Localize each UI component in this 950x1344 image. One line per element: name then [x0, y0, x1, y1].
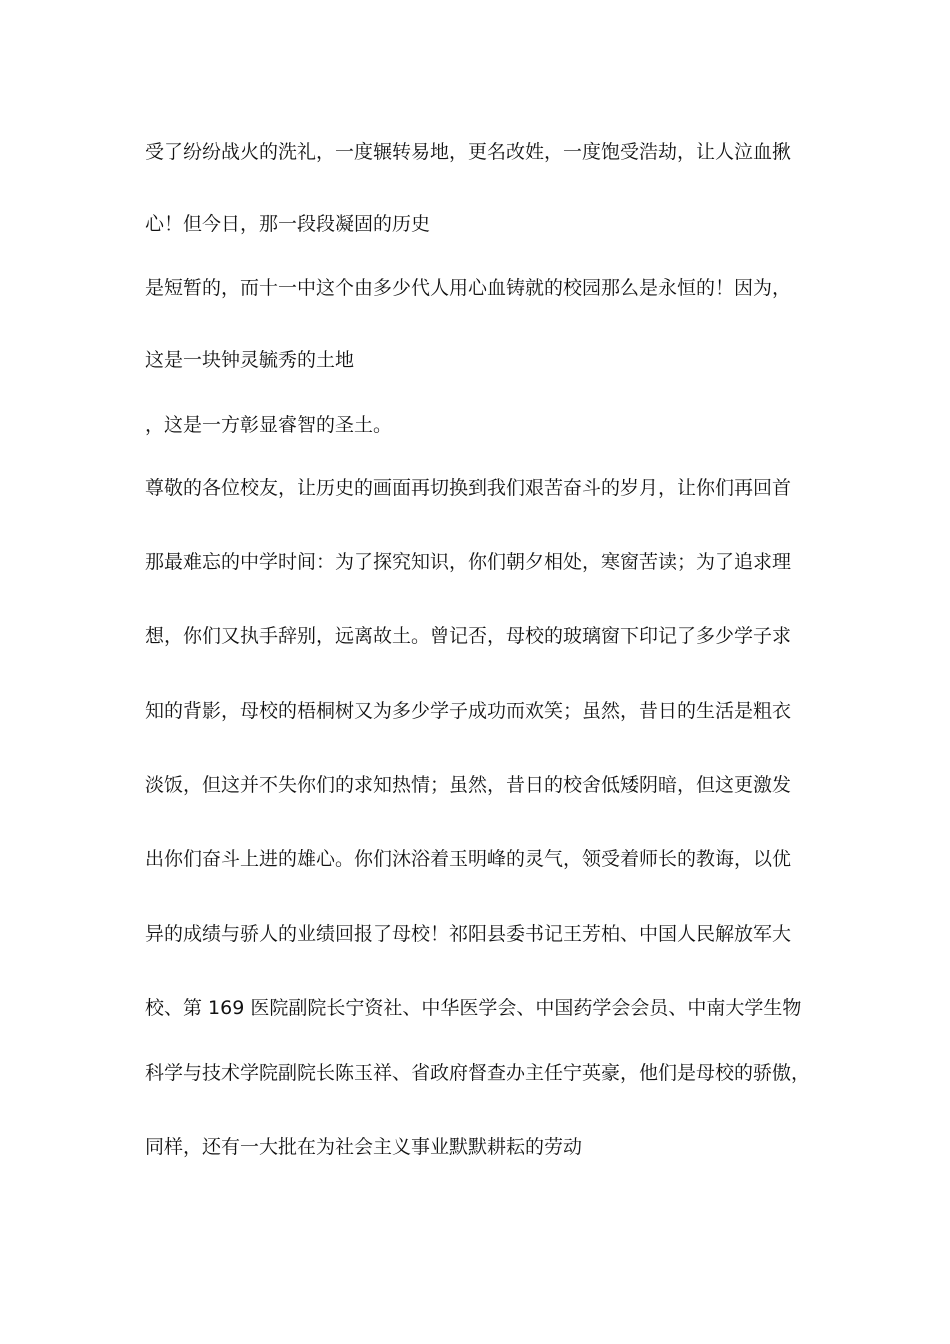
paragraph-line: 校、第 169 医院副院长宁资社、中华医学会、中国药学会会员、中南大学生物: [145, 997, 802, 1019]
paragraph-line: 知的背影，母校的梧桐树又为多少学子成功而欢笑；虽然，昔日的生活是粗衣: [145, 700, 792, 722]
paragraph-line: 淡饭，但这并不失你们的求知热情；虽然，昔日的校舍低矮阴暗，但这更激发: [145, 774, 792, 796]
paragraph-line: ，这是一方彰显睿智的圣土。: [145, 414, 393, 436]
paragraph-line: 异的成绩与骄人的业绩回报了母校！祁阳县委书记王芳柏、中国人民解放军大: [145, 923, 792, 945]
paragraph-line: 尊敬的各位校友，让历史的画面再切换到我们艰苦奋斗的岁月，让你们再回首: [145, 477, 792, 499]
paragraph-line: 这是一块钟灵毓秀的土地: [145, 349, 355, 371]
paragraph-line: 科学与技术学院副院长陈玉祥、省政府督查办主任宁英豪，他们是母校的骄傲，: [145, 1062, 811, 1084]
paragraph-line: 想，你们又执手辞别，远离故土。曾记否，母校的玻璃窗下印记了多少学子求: [145, 625, 792, 647]
paragraph-line: 心！但今日，那一段段凝固的历史: [145, 213, 431, 235]
paragraph-line: 出你们奋斗上进的雄心。你们沐浴着玉明峰的灵气，领受着师长的教诲，以优: [145, 848, 792, 870]
paragraph-line: 是短暂的，而十一中这个由多少代人用心血铸就的校园那么是永恒的！因为，: [145, 277, 792, 299]
paragraph-line: 同样，还有一大批在为社会主义事业默默耕耘的劳动: [145, 1136, 583, 1158]
paragraph-line: 受了纷纷战火的洗礼，一度辗转易地，更名改姓，一度饱受浩劫，让人泣血揪: [145, 141, 792, 163]
paragraph-line: 那最难忘的中学时间：为了探究知识，你们朝夕相处，寒窗苦读；为了追求理: [145, 551, 792, 573]
